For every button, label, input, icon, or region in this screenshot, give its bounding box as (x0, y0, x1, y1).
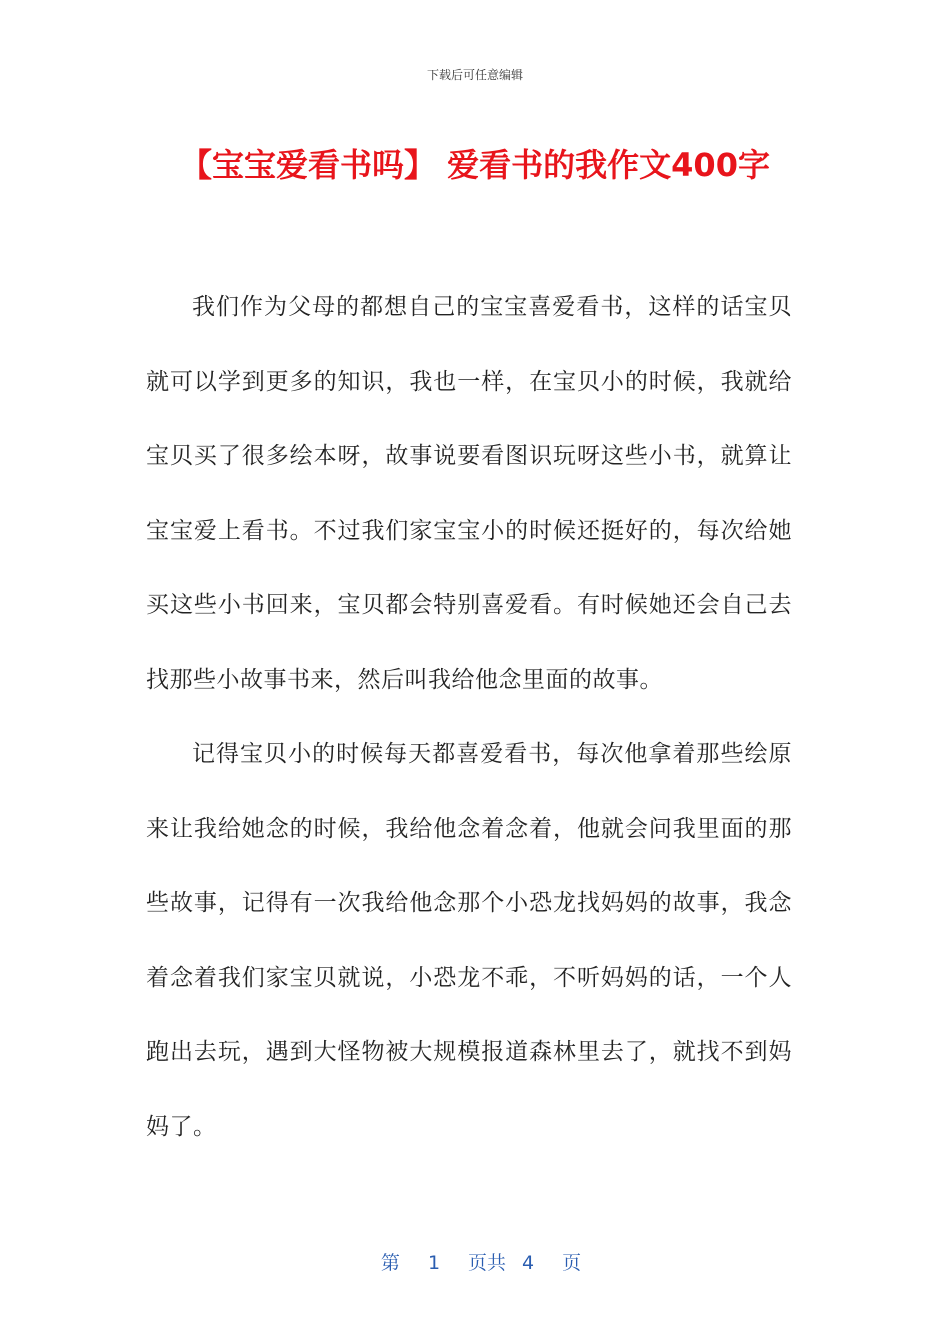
page-footer (0, 1226, 950, 1275)
footer-total-pages: 4 (522, 1252, 535, 1274)
paragraph-2: 记得宝贝小的时候每天都喜爱看书，每次他拿着那些绘原来让我给她念的时候，我给他念着念着，他就会问我里面的那些故事，记得有一次我给他念那个小恐龙找妈妈的故事，我念着念着我们家宝贝就说，小恐龙不乖，不听妈妈的话，一个人跑出去玩，遇到大怪物被大规模报道森林里去了，就找不到妈妈了。 (146, 741, 792, 1140)
header-note: 下载后可任意编辑 (426, 68, 523, 82)
footer-middle: 页共 (468, 1252, 507, 1274)
footer-current-page: 1 (427, 1252, 441, 1274)
footer-suffix: 页 (562, 1252, 582, 1274)
document-title: 【宝宝爱看书吗】 爱看书的我作文400字 (180, 146, 770, 184)
document-body (146, 270, 792, 1164)
footer-prefix: 第 (380, 1252, 400, 1274)
paragraph-1: 我们作为父母的都想自己的宝宝喜爱看书，这样的话宝贝就可以学到更多的知识，我也一样，在宝贝小的时候，我就给宝贝买了很多绘本呀，故事说要看图识玩呀这些小书，就算让宝宝爱上看书。不过我们家宝宝小的时候还挺好的，每次给她买这些小书回来，宝贝都会特别喜爱看。有时候她还会自己去找那些小故事书来，然后叫我给他念里面的故事。 (146, 294, 792, 693)
